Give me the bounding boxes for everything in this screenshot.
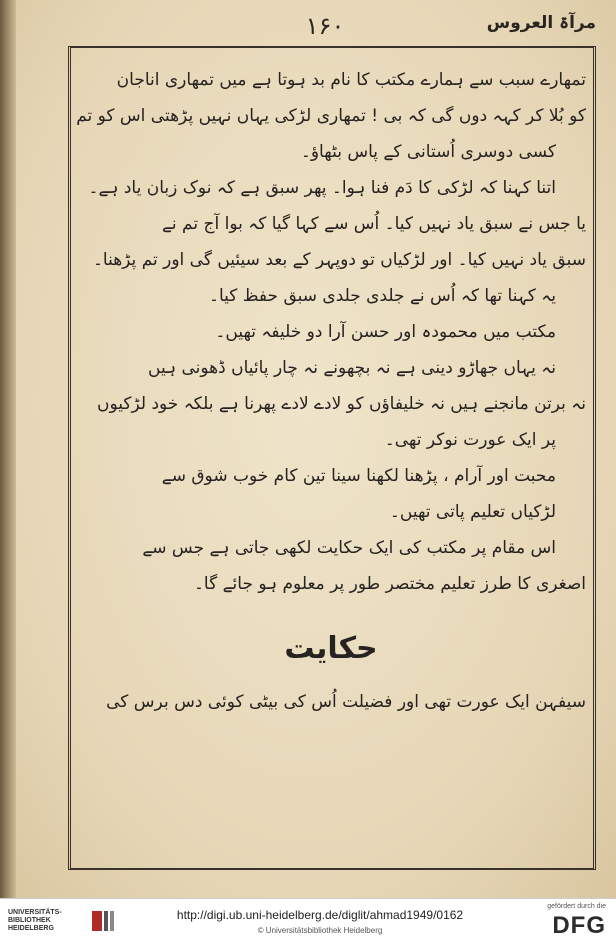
text-line: سیفہن ایک عورت تھی اور فضیلت اُس کی بیٹی کوئی دس برس کی (106, 692, 586, 712)
page-gutter (0, 0, 16, 898)
text-line: یہ کہنا تھا کہ اُس نے جلدی جلدی سبق حفظ کیا۔ (209, 286, 556, 306)
text-line: مکتب میں محمودہ اور حسن آرا دو خلیفہ تھیں۔ (215, 322, 556, 342)
text-line: سبق یاد نہیں کیا۔ اور لڑکیاں تو دوپہر کے بعد سیئیں گی اور تم پڑھنا۔ (92, 250, 586, 270)
spacer (76, 602, 586, 614)
text-line: پر ایک عورت نوکر تھی۔ (384, 430, 556, 450)
text-line: محبت اور آرام ، پڑھنا لکھنا سینا تین کام خوب شوق سے (161, 466, 556, 486)
text-line: اصغری کا طرز تعلیم مختصر طور پر معلوم ہو جائے گا۔ (193, 574, 586, 594)
section-heading: حکایت (284, 631, 378, 666)
library-logo-text: UNIVERSITÄTS-BIBLIOTHEK HEIDELBERG (8, 909, 62, 932)
funder-note: gefördert durch die (547, 903, 606, 910)
running-title: مرآۃ العروس (486, 13, 596, 33)
text-line: لڑکیاں تعلیم پاتی تھیں۔ (389, 502, 556, 522)
document-url-link[interactable]: http://digi.ub.uni-heidelberg.de/diglit/ahmad1949/0162 (176, 908, 464, 922)
text-line: یا جس نے سبق یاد نہیں کیا۔ اُس سے کہا گیا کہ بوا آج تم نے (161, 214, 586, 234)
text-body (76, 62, 586, 720)
viewer-footer (0, 898, 616, 945)
text-line: کو بُلا کر کہہ دوں گی کہ بی ! تمھاری لڑکی یہاں نہیں پڑھتی اس کو تم (76, 106, 586, 126)
text-line: نہ یہاں جھاڑو دینی ہے نہ بچھونے نہ چار پائیاں ڈھونی ہیں (148, 358, 556, 378)
dfg-logo: DFG (552, 912, 606, 939)
page-number: ۱۶۰ (305, 12, 345, 40)
text-line: اتنا کہنا کہ لڑکی کا دَم فنا ہوا۔ پھر سبق ہے کہ نوک زبان یاد ہے۔ (88, 178, 556, 198)
text-line: نہ برتن مانجنے ہیں نہ خلیفاؤں کو لادے لادے پھرنا ہے بلکہ خود لڑکیوں (97, 394, 586, 414)
text-line: اس مقام پر مکتب کی ایک حکایت لکھی جاتی ہے جس سے (142, 538, 556, 558)
text-line: کسی دوسری اُستانی کے پاس بٹھاؤ۔ (300, 142, 556, 162)
copyright-text: © Universitätsbibliothek Heidelberg (257, 926, 383, 935)
library-emblem-icon (90, 907, 118, 935)
text-line: تمھارے سبب سے ہمارے مکتب کا نام بد ہوتا ہے میں تمھاری اناجان (116, 70, 586, 90)
